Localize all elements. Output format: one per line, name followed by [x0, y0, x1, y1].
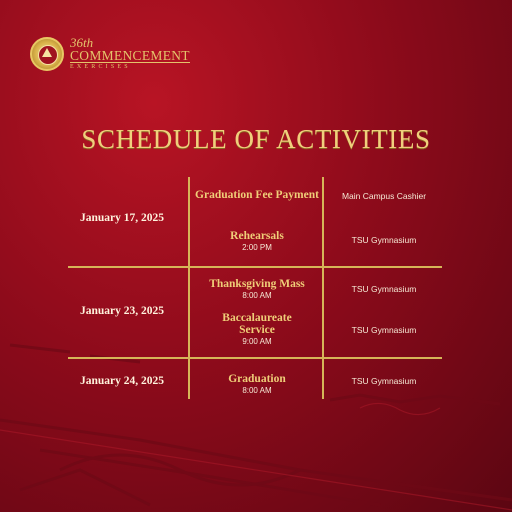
- schedule-activity: [192, 230, 322, 252]
- activity-venue: Main Campus Cashier: [341, 191, 427, 201]
- page-title: SCHEDULE OF ACTIVITIES: [81, 124, 431, 154]
- grid-divider-horizontal: [68, 266, 442, 268]
- schedule-activity: [192, 373, 322, 395]
- schedule-date: January 24, 2025: [80, 375, 165, 387]
- activity-name: Rehearsals: [230, 230, 284, 242]
- activity-venue: TSU Gymnasium: [351, 376, 417, 386]
- edition-label: 36th: [70, 34, 94, 50]
- activity-venue: TSU Gymnasium: [351, 325, 417, 335]
- schedule-activity: [192, 278, 322, 300]
- schedule-date: January 23, 2025: [80, 305, 165, 317]
- activity-time: 2:00 PM: [242, 243, 272, 252]
- activity-name: Graduation: [228, 373, 286, 385]
- grid-divider-vertical: [188, 177, 190, 399]
- schedule-activity: [192, 189, 322, 201]
- event-header: [30, 34, 190, 74]
- activity-time: 8:00 AM: [242, 386, 272, 395]
- grid-divider-horizontal: [68, 357, 442, 359]
- university-seal-icon: [30, 37, 64, 71]
- activity-time: 9:00 AM: [242, 337, 272, 346]
- activity-name: Graduation Fee Payment: [195, 189, 319, 201]
- activity-venue: TSU Gymnasium: [351, 235, 417, 245]
- event-branding: [70, 34, 190, 72]
- activity-venue: TSU Gymnasium: [351, 284, 417, 294]
- activity-name: Baccalaureate Service: [222, 312, 292, 336]
- schedule-date: January 17, 2025: [80, 212, 165, 224]
- activity-name: Thanksgiving Mass: [209, 278, 305, 290]
- event-subtitle: EXERCISES: [70, 63, 131, 70]
- schedule-activity: [192, 312, 322, 346]
- event-label: COMMENCEMENT: [70, 47, 190, 63]
- activity-time: 8:00 AM: [242, 291, 272, 300]
